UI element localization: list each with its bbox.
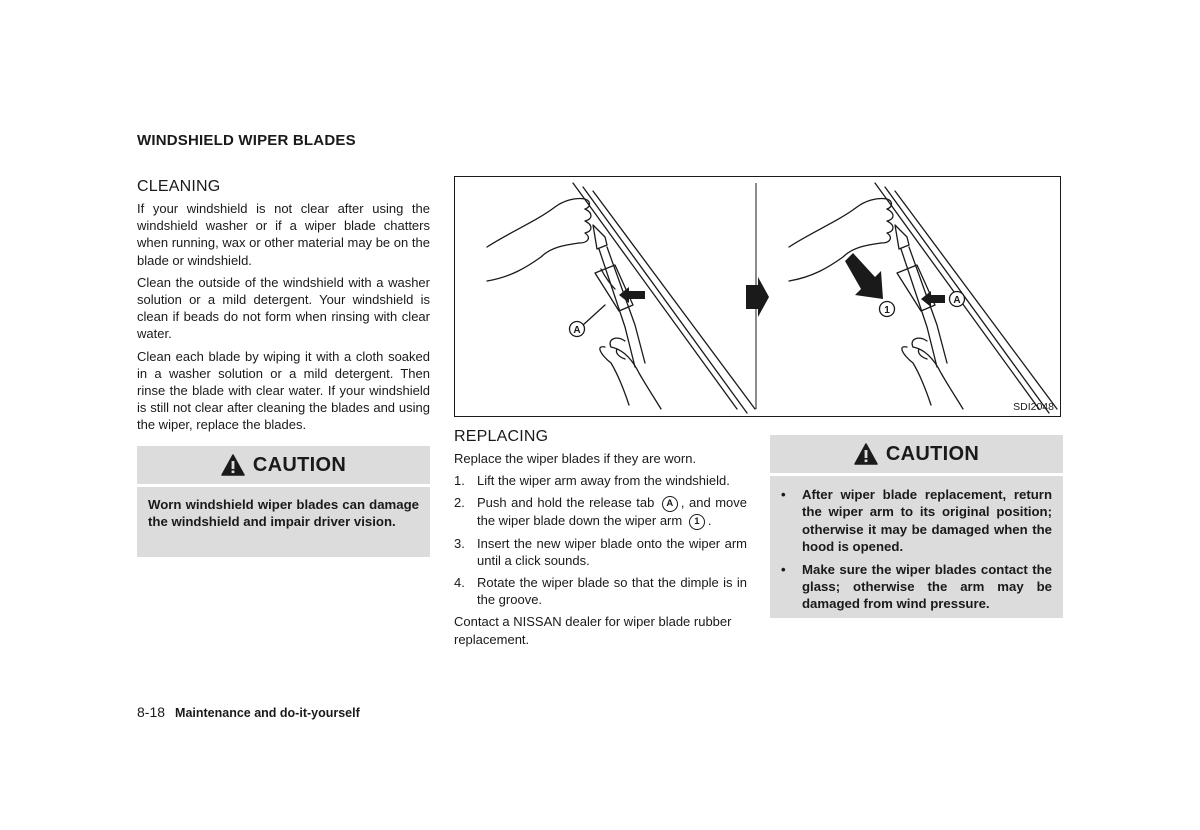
wiper-illustration (455, 177, 1059, 415)
replacing-steps (454, 472, 747, 608)
caution-bullet-item (778, 486, 1052, 556)
replacing-closing: Contact a NISSAN dealer for wiper blade rubber replacement. (454, 614, 732, 647)
figure-code: SDI2048 (1013, 401, 1054, 413)
caution-box-right (770, 435, 1063, 618)
bullet-symbol: • (781, 487, 786, 502)
step-text-part: Push and hold the release tab (477, 495, 655, 511)
caution-bullet-text: Make sure the wiper blades contact the glass; otherwise the arm may be damaged from wind pressure. (802, 561, 1052, 612)
figure-label-a-left: A (573, 325, 581, 336)
page-footer (137, 704, 360, 720)
caution-text-left: Worn windshield wiper blades can damage the windshield and impair driver vision. (148, 497, 419, 530)
step-text (477, 494, 747, 529)
step-number: 1. (454, 473, 465, 489)
step-number: 3. (454, 535, 465, 551)
warning-triangle-icon (854, 443, 878, 465)
section-title: WINDSHIELD WIPER BLADES (137, 132, 356, 149)
chapter-title: Maintenance and do-it-yourself (175, 706, 360, 720)
caution-title-left: CAUTION (252, 453, 347, 476)
caution-header-right (770, 435, 1063, 476)
step-item (454, 472, 747, 489)
caution-title-right: CAUTION (885, 442, 980, 465)
caution-bullet-list (778, 486, 1052, 613)
step-text: Lift the wiper arm away from the windshield. (477, 473, 730, 489)
caution-header-left (137, 446, 430, 487)
cleaning-section (137, 178, 430, 439)
caution-body-right (770, 476, 1063, 627)
figure-label-1: 1 (884, 305, 890, 316)
figure-label-a-right: A (953, 295, 961, 306)
caution-bullet-item (778, 561, 1052, 613)
step-item (454, 494, 747, 529)
step-text: Rotate the wiper blade so that the dimple is in the groove. (477, 574, 747, 608)
step-text-part: , and move the wiper blade down the wiper arm (477, 495, 747, 528)
replacing-intro: Replace the wiper blades if they are worn. (454, 451, 697, 466)
replacing-heading: REPLACING (454, 428, 549, 445)
step-item (454, 535, 747, 569)
circled-label-a: A (662, 496, 678, 512)
cleaning-heading: CLEANING (137, 178, 221, 195)
step-text: Insert the new wiper blade onto the wiper arm until a click sounds. (477, 535, 747, 568)
step-text-part: . (707, 512, 712, 528)
cleaning-paragraph-1: If your windshield is not clear after using the windshield washer or if a wiper blade chatters when running, wax or other material may be on the blade or windshield. (137, 201, 430, 268)
caution-box-left (137, 446, 430, 557)
circled-label-1: 1 (689, 514, 705, 530)
step-number: 2. (454, 495, 465, 511)
step-number: 4. (454, 574, 465, 590)
cleaning-paragraph-3: Clean each blade by wiping it with a cloth soaked in a washer solution or a mild detergent. Then rinse the blade with clear water. If your windshield is still not clear after cleaning the blades and using the wiper, replace the blades. (137, 348, 430, 433)
cleaning-paragraph-2: Clean the outside of the windshield with a washer solution or a mild detergent. Your windshield is clean if beads do not form when rinsing with clear water. (137, 274, 430, 342)
bullet-symbol: • (781, 561, 786, 577)
warning-triangle-icon (221, 454, 245, 476)
page-number: 8-18 (137, 704, 166, 720)
replacing-section (454, 428, 747, 653)
caution-bullet-text: After wiper blade replacement, return the wiper arm to its original position; otherwise it may be damaged when the hood is opened. (802, 487, 1052, 555)
step-item (454, 574, 747, 608)
wiper-replacement-figure (454, 176, 1061, 417)
